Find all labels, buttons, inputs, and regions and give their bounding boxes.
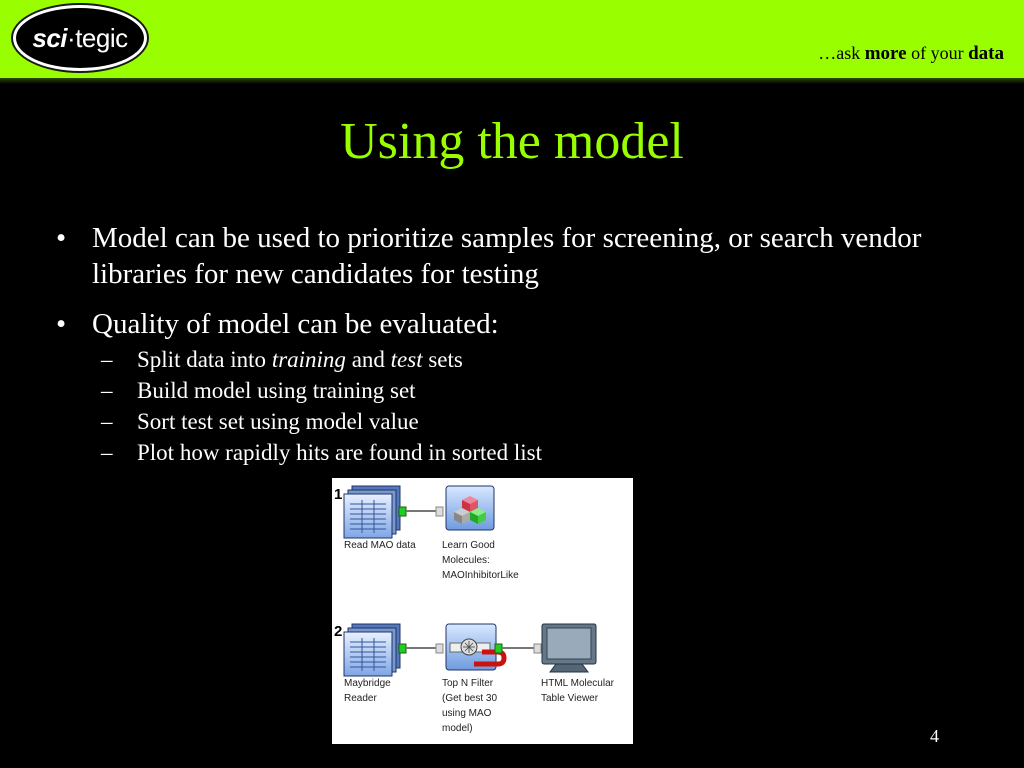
bullet-list: [56, 220, 986, 468]
slide-title: Using the model: [340, 113, 684, 170]
sub-bullet-item: – Plot how rapidly hits are found in sorted list: [56, 437, 986, 468]
step-number: 2: [334, 623, 343, 640]
sub-bullet-marker: –: [101, 347, 113, 372]
step-number: 1: [334, 486, 343, 503]
node-label: Read MAO data: [344, 540, 416, 551]
learn-model-icon[interactable]: [446, 486, 500, 534]
emphasis-test: test: [390, 347, 423, 372]
reader-icon[interactable]: [344, 486, 400, 538]
input-port-icon: [534, 644, 541, 653]
node-label: HTML Molecular Table Viewer: [541, 678, 614, 704]
tagline: …ask more of your data: [818, 43, 1004, 64]
sub-bullet-marker: –: [101, 409, 113, 434]
bullet-item: [56, 306, 986, 342]
bullet-item: [56, 220, 986, 292]
input-port-icon: [436, 644, 443, 653]
page-number: 4: [930, 726, 939, 746]
header-band: [0, 0, 1024, 78]
logo-text: sci·tegic: [32, 22, 128, 53]
node-label: Learn Good Molecules: MAOInhibitorLike: [442, 540, 519, 581]
node-label: Top N Filter (Get best 30 using MAO model): [442, 678, 498, 734]
output-port-icon: [399, 507, 406, 516]
monitor-icon[interactable]: [542, 624, 596, 672]
sub-bullet-marker: –: [101, 378, 113, 403]
pipeline-figure: [332, 478, 633, 744]
bullet-marker: •: [56, 222, 67, 254]
output-port-icon: [495, 644, 502, 653]
bullet-marker: •: [56, 308, 67, 340]
sub-bullet-item: – Sort test set using model value: [56, 406, 986, 437]
reader-icon[interactable]: [344, 624, 400, 676]
output-port-icon: [399, 644, 406, 653]
scitegic-logo: [13, 5, 147, 71]
sub-bullet-marker: –: [101, 440, 113, 465]
input-port-icon: [436, 507, 443, 516]
sub-bullet-item: – Split data into training and test sets: [56, 344, 986, 375]
emphasis-training: training: [271, 347, 346, 372]
bullet-text: Model can be used to prioritize samples for screening, or search vendor libraries for new candidates for testing: [92, 222, 922, 290]
bullet-text: Quality of model can be evaluated:: [92, 308, 499, 340]
node-label: Maybridge Reader: [344, 678, 391, 704]
sub-bullet-item: – Build model using training set: [56, 375, 986, 406]
